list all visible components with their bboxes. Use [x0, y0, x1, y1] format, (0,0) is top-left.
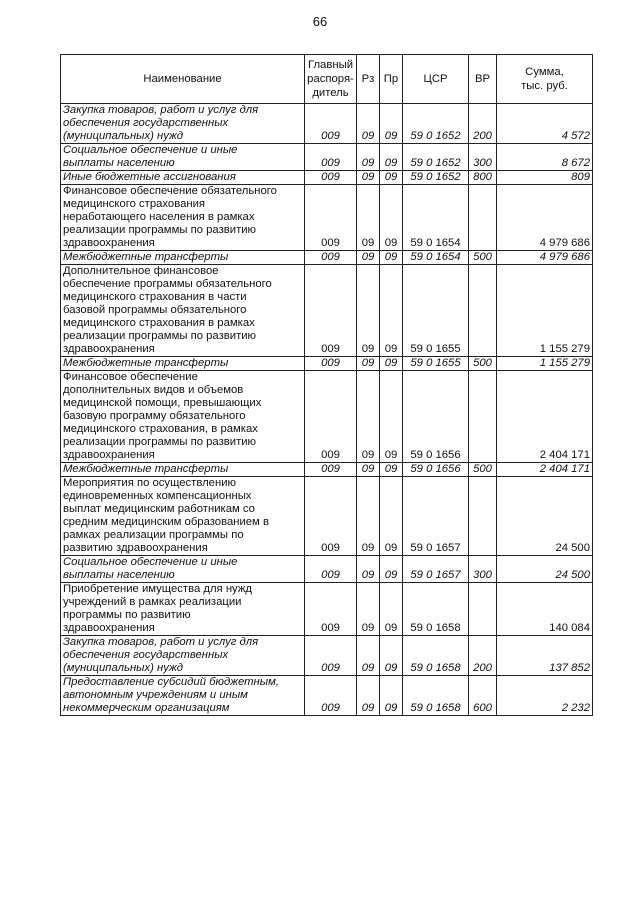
- row-vr: 300: [469, 144, 497, 171]
- row-admin: 009: [305, 636, 357, 676]
- header-sum: Сумма, тыс. руб.: [497, 55, 593, 104]
- row-vr: 200: [469, 636, 497, 676]
- row-name: Финансовое обеспечение дополнительных видов и объемов медицинской помощи, превышающих базовую программу обязательного медицинского страхования, в рамках реализации программы по развитию здравоохранения: [61, 371, 305, 463]
- row-csr: 59 0 1654: [403, 251, 469, 265]
- row-pr: 09: [380, 185, 403, 251]
- row-csr: 59 0 1658: [403, 583, 469, 636]
- row-admin: 009: [305, 583, 357, 636]
- row-admin: 009: [305, 371, 357, 463]
- row-csr: 59 0 1657: [403, 477, 469, 556]
- row-rz: 09: [357, 676, 380, 716]
- row-name: Социальное обеспечение и иные выплаты населению: [61, 144, 305, 171]
- row-admin: 009: [305, 185, 357, 251]
- row-rz: 09: [357, 251, 380, 265]
- row-name: Межбюджетные трансферты: [61, 251, 305, 265]
- row-vr: 500: [469, 463, 497, 477]
- row-pr: 09: [380, 357, 403, 371]
- row-name: Социальное обеспечение и иные выплаты населению: [61, 556, 305, 583]
- row-rz: 09: [357, 185, 380, 251]
- header-name: Наименование: [61, 55, 305, 104]
- row-pr: 09: [380, 371, 403, 463]
- row-csr: 59 0 1655: [403, 357, 469, 371]
- row-name: Мероприятия по осуществлению единовременных компенсационных выплат медицинским работникам со средним медицинским образованием в рамках реализации программы по развитию здравоохранения: [61, 477, 305, 556]
- row-vr: [469, 583, 497, 636]
- row-sum: 24 500: [497, 556, 593, 583]
- row-sum: 809: [497, 171, 593, 185]
- row-sum: 4 979 686: [497, 251, 593, 265]
- row-sum: 140 084: [497, 583, 593, 636]
- row-rz: 09: [357, 477, 380, 556]
- row-name: Приобретение имущества для нужд учреждений в рамках реализации программы по развитию здравоохранения: [61, 583, 305, 636]
- row-csr: 59 0 1652: [403, 171, 469, 185]
- row-csr: 59 0 1658: [403, 636, 469, 676]
- table-row: [61, 556, 593, 583]
- row-sum: 8 672: [497, 144, 593, 171]
- row-pr: 09: [380, 676, 403, 716]
- row-rz: 09: [357, 171, 380, 185]
- row-rz: 09: [357, 371, 380, 463]
- row-name: Закупка товаров, работ и услуг для обеспечения государственных (муниципальных) нужд: [61, 104, 305, 144]
- row-rz: 09: [357, 144, 380, 171]
- row-pr: 09: [380, 171, 403, 185]
- table-row: [61, 463, 593, 477]
- row-admin: 009: [305, 676, 357, 716]
- table-row: [61, 676, 593, 716]
- row-sum: 1 155 279: [497, 265, 593, 357]
- row-pr: 09: [380, 265, 403, 357]
- header-rz: Рз: [357, 55, 380, 104]
- row-admin: 009: [305, 251, 357, 265]
- budget-table: [60, 54, 593, 716]
- table-row: [61, 144, 593, 171]
- row-pr: 09: [380, 556, 403, 583]
- table-row: [61, 171, 593, 185]
- row-vr: 500: [469, 251, 497, 265]
- row-pr: 09: [380, 477, 403, 556]
- row-name: Межбюджетные трансферты: [61, 357, 305, 371]
- table-row: [61, 583, 593, 636]
- row-rz: 09: [357, 556, 380, 583]
- row-vr: [469, 185, 497, 251]
- row-vr: 600: [469, 676, 497, 716]
- row-admin: 009: [305, 144, 357, 171]
- row-admin: 009: [305, 463, 357, 477]
- row-sum: 137 852: [497, 636, 593, 676]
- row-name: Предоставление субсидий бюджетным, автономным учреждениям и иным некоммерческим организациям: [61, 676, 305, 716]
- row-name: Финансовое обеспечение обязательного медицинского страхования неработающего населения в рамках реализации программы по развитию здравоохранения: [61, 185, 305, 251]
- row-sum: 1 155 279: [497, 357, 593, 371]
- table-row: [61, 357, 593, 371]
- table-row: [61, 185, 593, 251]
- row-csr: 59 0 1657: [403, 556, 469, 583]
- table-row: [61, 636, 593, 676]
- row-sum: 24 500: [497, 477, 593, 556]
- row-admin: 009: [305, 477, 357, 556]
- row-csr: 59 0 1658: [403, 676, 469, 716]
- row-name: Закупка товаров, работ и услуг для обеспечения государственных (муниципальных) нужд: [61, 636, 305, 676]
- row-sum: 2 404 171: [497, 463, 593, 477]
- header-csr: ЦСР: [403, 55, 469, 104]
- row-pr: 09: [380, 251, 403, 265]
- page-number: 66: [312, 14, 328, 29]
- row-pr: 09: [380, 463, 403, 477]
- header-admin: Главный распоря- дитель: [305, 55, 357, 104]
- table-row: [61, 251, 593, 265]
- row-vr: [469, 371, 497, 463]
- row-pr: 09: [380, 144, 403, 171]
- row-vr: 500: [469, 357, 497, 371]
- row-csr: 59 0 1656: [403, 463, 469, 477]
- header-pr: Пр: [380, 55, 403, 104]
- row-admin: 009: [305, 104, 357, 144]
- row-csr: 59 0 1656: [403, 371, 469, 463]
- header-vr: ВР: [469, 55, 497, 104]
- table-row: [61, 265, 593, 357]
- row-rz: 09: [357, 583, 380, 636]
- table-header-row: [61, 55, 593, 104]
- table-body: [61, 104, 593, 716]
- table-row: [61, 477, 593, 556]
- row-rz: 09: [357, 357, 380, 371]
- row-vr: [469, 265, 497, 357]
- row-vr: 800: [469, 171, 497, 185]
- row-name: Дополнительное финансовое обеспечение программы обязательного медицинского страхования в части базовой программы обязательного медицинского страхования в рамках реализации программы по развитию здравоохранения: [61, 265, 305, 357]
- row-admin: 009: [305, 171, 357, 185]
- row-sum: 2 232: [497, 676, 593, 716]
- row-csr: 59 0 1655: [403, 265, 469, 357]
- row-pr: 09: [380, 104, 403, 144]
- row-admin: 009: [305, 357, 357, 371]
- row-vr: [469, 477, 497, 556]
- row-rz: 09: [357, 636, 380, 676]
- row-name: Иные бюджетные ассигнования: [61, 171, 305, 185]
- row-rz: 09: [357, 265, 380, 357]
- row-csr: 59 0 1652: [403, 104, 469, 144]
- row-csr: 59 0 1654: [403, 185, 469, 251]
- row-pr: 09: [380, 636, 403, 676]
- row-admin: 009: [305, 556, 357, 583]
- row-pr: 09: [380, 583, 403, 636]
- row-rz: 09: [357, 463, 380, 477]
- row-sum: 4 979 686: [497, 185, 593, 251]
- row-name: Межбюджетные трансферты: [61, 463, 305, 477]
- row-vr: 200: [469, 104, 497, 144]
- row-csr: 59 0 1652: [403, 144, 469, 171]
- row-admin: 009: [305, 265, 357, 357]
- table-row: [61, 104, 593, 144]
- row-rz: 09: [357, 104, 380, 144]
- row-sum: 2 404 171: [497, 371, 593, 463]
- row-vr: 300: [469, 556, 497, 583]
- table-row: [61, 371, 593, 463]
- row-sum: 4 572: [497, 104, 593, 144]
